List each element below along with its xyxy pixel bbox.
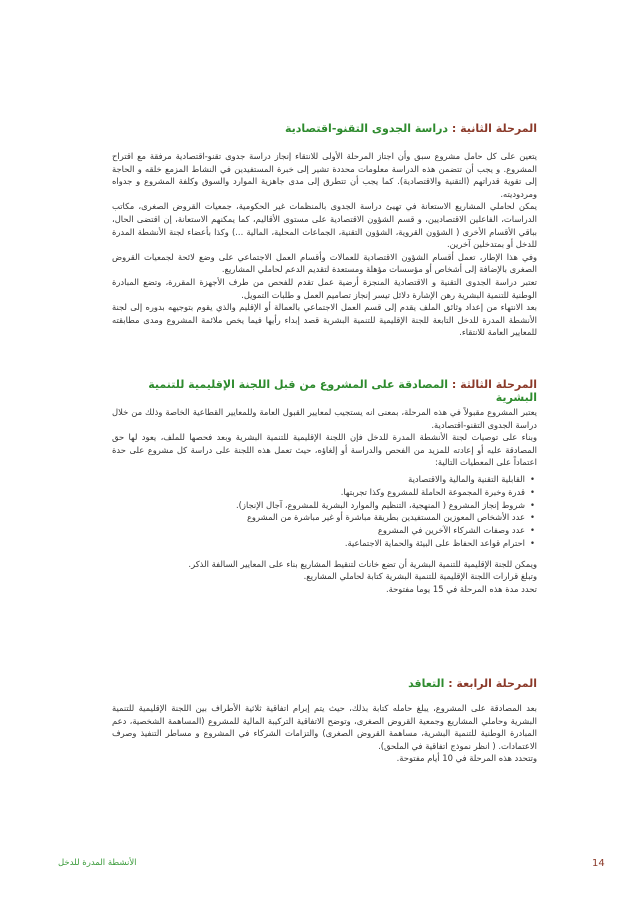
bullet-icon: • (530, 473, 535, 484)
section-4-label: المرحلة الرابعة : (444, 677, 537, 690)
list-item: •احترام قواعد الحفاظ على البيئة والحماية الاجتماعية. (344, 537, 535, 548)
section-2-label: المرحلة الثانية : (448, 122, 537, 135)
criteria-list (112, 473, 537, 550)
section-4 (112, 677, 537, 690)
section-2-paragraph: بعد الانتهاء من إعداد وثائق الملف يقدم إلى قسم العمل الاجتماعي بالعمالة أو الإقليم والذي يقوم بتوجيهه بدوره إلى لجنة الأنشطة المدرة للدخل التابعة للجنة الإقليمية للتنمية البشرية قصد إبداء رأيها فيما يخص ملائمة المشروع ومدى مطابقته للمعايير العامة للانتقاء. (112, 302, 537, 338)
section-2 (112, 122, 537, 135)
list-item: •القابلية التقنية والمالية والاقتصادية (408, 473, 535, 484)
list-item: •شروط إنجاز المشروع ( المنهجية، التنظيم والموارد البشرية للمشروع، آجال الإنجاز). (236, 499, 535, 510)
page-number: 14 (592, 858, 605, 869)
footer-title: الأنشطة المدرة للدخل (58, 858, 137, 868)
section-4-body (112, 702, 537, 765)
list-item: •عدد الأشخاص المعوزين المستفيدين بطريقة مباشرة أو غير مباشرة من المشروع (246, 512, 535, 523)
bullet-icon: • (530, 537, 535, 548)
section-3-label: المرحلة الثالثة : (448, 378, 537, 391)
section-3-closing: تحدد مدة هذه المرحلة في 15 يوما مفتوحة. (385, 583, 537, 594)
section-4-title: التعاقد (408, 677, 445, 690)
list-item: •عدد وصفات الشركاء الآخرين في المشروع (377, 525, 535, 536)
section-3-body (112, 406, 537, 596)
section-3-title: المصادقة على المشروع من قبل اللجنة الإقليمية للتنمية البشرية (148, 378, 537, 404)
section-2-paragraph: يتعين على كل حامل مشروع سبق وأن اجتاز المرحلة الأولى للانتقاء إنجاز دراسة جدوى تقنو-اقتصادية مرفقة مع اقتراح المشروع. و يجب أن تتضمن هذه الدراسة معلومات محددة تشير إلى خبرة المستفيدين في النشاط المزمع خلقه و الحاجة إلى تقوية قدراتهم (التقنية والاقتصادية). كما يجب أن تتطرق إلى مدى جاهزية الموارد والسوق وكلفة المشروع و جدواه ومردوديته. (112, 151, 537, 199)
list-item: •قدرة وخبرة المجموعة الحاملة للمشروع وكذا تجربتها. (340, 486, 535, 497)
section-3-paragraph: وبناء على توصيات لجنة الأنشطة المدرة للدخل فإن اللجنة الإقليمية للتنمية البشرية وبعد فحصها للملف، يعود لها حق المصادقة عليه أو إعادته للمزيد من الفحص والدراسة أو إلغاؤه، حيث تعمل هذه اللجنة على دراسة كل مشروع على حدة اعتماداً على المعطيات التالية: (112, 432, 537, 468)
section-3 (112, 378, 537, 404)
section-2-heading (112, 122, 537, 135)
section-3-closing: ويمكن للجنة الإقليمية للتنمية البشرية أن تضع خانات لتنقيط المشاريع بناء على المعايير السالفة الذكر. (188, 558, 537, 569)
section-2-title: دراسة الجدوى التقنو-اقتصادية (284, 122, 449, 135)
bullet-icon: • (530, 512, 535, 523)
section-3-paragraph: يعتبر المشروع مقبولاً في هذه المرحلة، بمعنى انه يستجيب لمعايير القبول العامة وللمعايير القطاعية الخاصة وذلك من خلال دراسة الجدوى التقنو-اقتصادية. (112, 407, 537, 430)
section-4-heading (112, 677, 537, 690)
section-3-heading (112, 378, 537, 404)
section-3-closing: وتبلغ قرارات اللجنة الإقليمية للتنمية البشرية كتابة لحاملي المشاريع. (303, 571, 537, 582)
section-4-paragraph: بعد المصادقة على المشروع، يبلغ حامله كتابة بذلك، حيث يتم إبرام اتفاقية ثلاثية الأطراف بين اللجنة الإقليمية للتنمية البشرية وحاملي المشاريع وجمعية القروض الصغرى، وتوضح الاتفاقية التركيبة المالية للمشروع (المساهمة الشخصية، دعم المبادرة الوطنية للتنمية البشرية، مساهمة القروض الصغرى) والتزامات الشركاء في المشروع و مساطر التنفيذ وصرف الاعتمادات. ( انظر نموذج اتفاقية في الملحق). (112, 703, 537, 751)
bullet-icon: • (530, 499, 535, 510)
bullet-icon: • (530, 525, 535, 536)
section-2-body (112, 150, 537, 339)
section-2-paragraph: تعتبر دراسة الجدوى التقنية و الاقتصادية المنجزة أرضية عمل تقدم للفحص من طرف الأجهزة المقررة، وتضع المبادرة الوطنية للتنمية البشرية رهن الإشارة دلائل تيسر إنجاز تصاميم العمل و طلبات التمويل. (112, 276, 537, 300)
section-2-paragraph: وفي هذا الإطار، تعمل أقسام الشؤون الاقتصادية للعمالات وأقسام العمل الاجتماعي على وضع لائحة لجمعيات القروض الصغرى بالإضافة إلى أشخاص أو مؤسسات مؤهلة ومستعدة لتقديم الدعم لحاملي المشاريع. (112, 251, 537, 275)
bullet-icon: • (530, 486, 535, 497)
section-4-paragraph: وتتحدد هذه المرحلة في 10 أيام مفتوحة. (396, 753, 537, 764)
section-2-paragraph: يمكن لحاملي المشاريع الاستعانة في تهيئ دراسة الجدوى بالمنظمات غير الحكومية، جمعيات القروض الصغرى، مكاتب الدراسات، الفاعلين الاقتصاديين، و قسم الشؤون الاقتصادية على مستوى الأقاليم، كما يمكنهم الاستعانة، إن اقتضى الحال، بباقي الأقسام الأخرى ( الشؤون القروية، الشؤون التقنية، الجماعات المحلية، المالية ...) وكذا بأعضاء لجنة الأنشطة المدرة للدخل أو بمتدخلين آخرين. (112, 201, 537, 250)
